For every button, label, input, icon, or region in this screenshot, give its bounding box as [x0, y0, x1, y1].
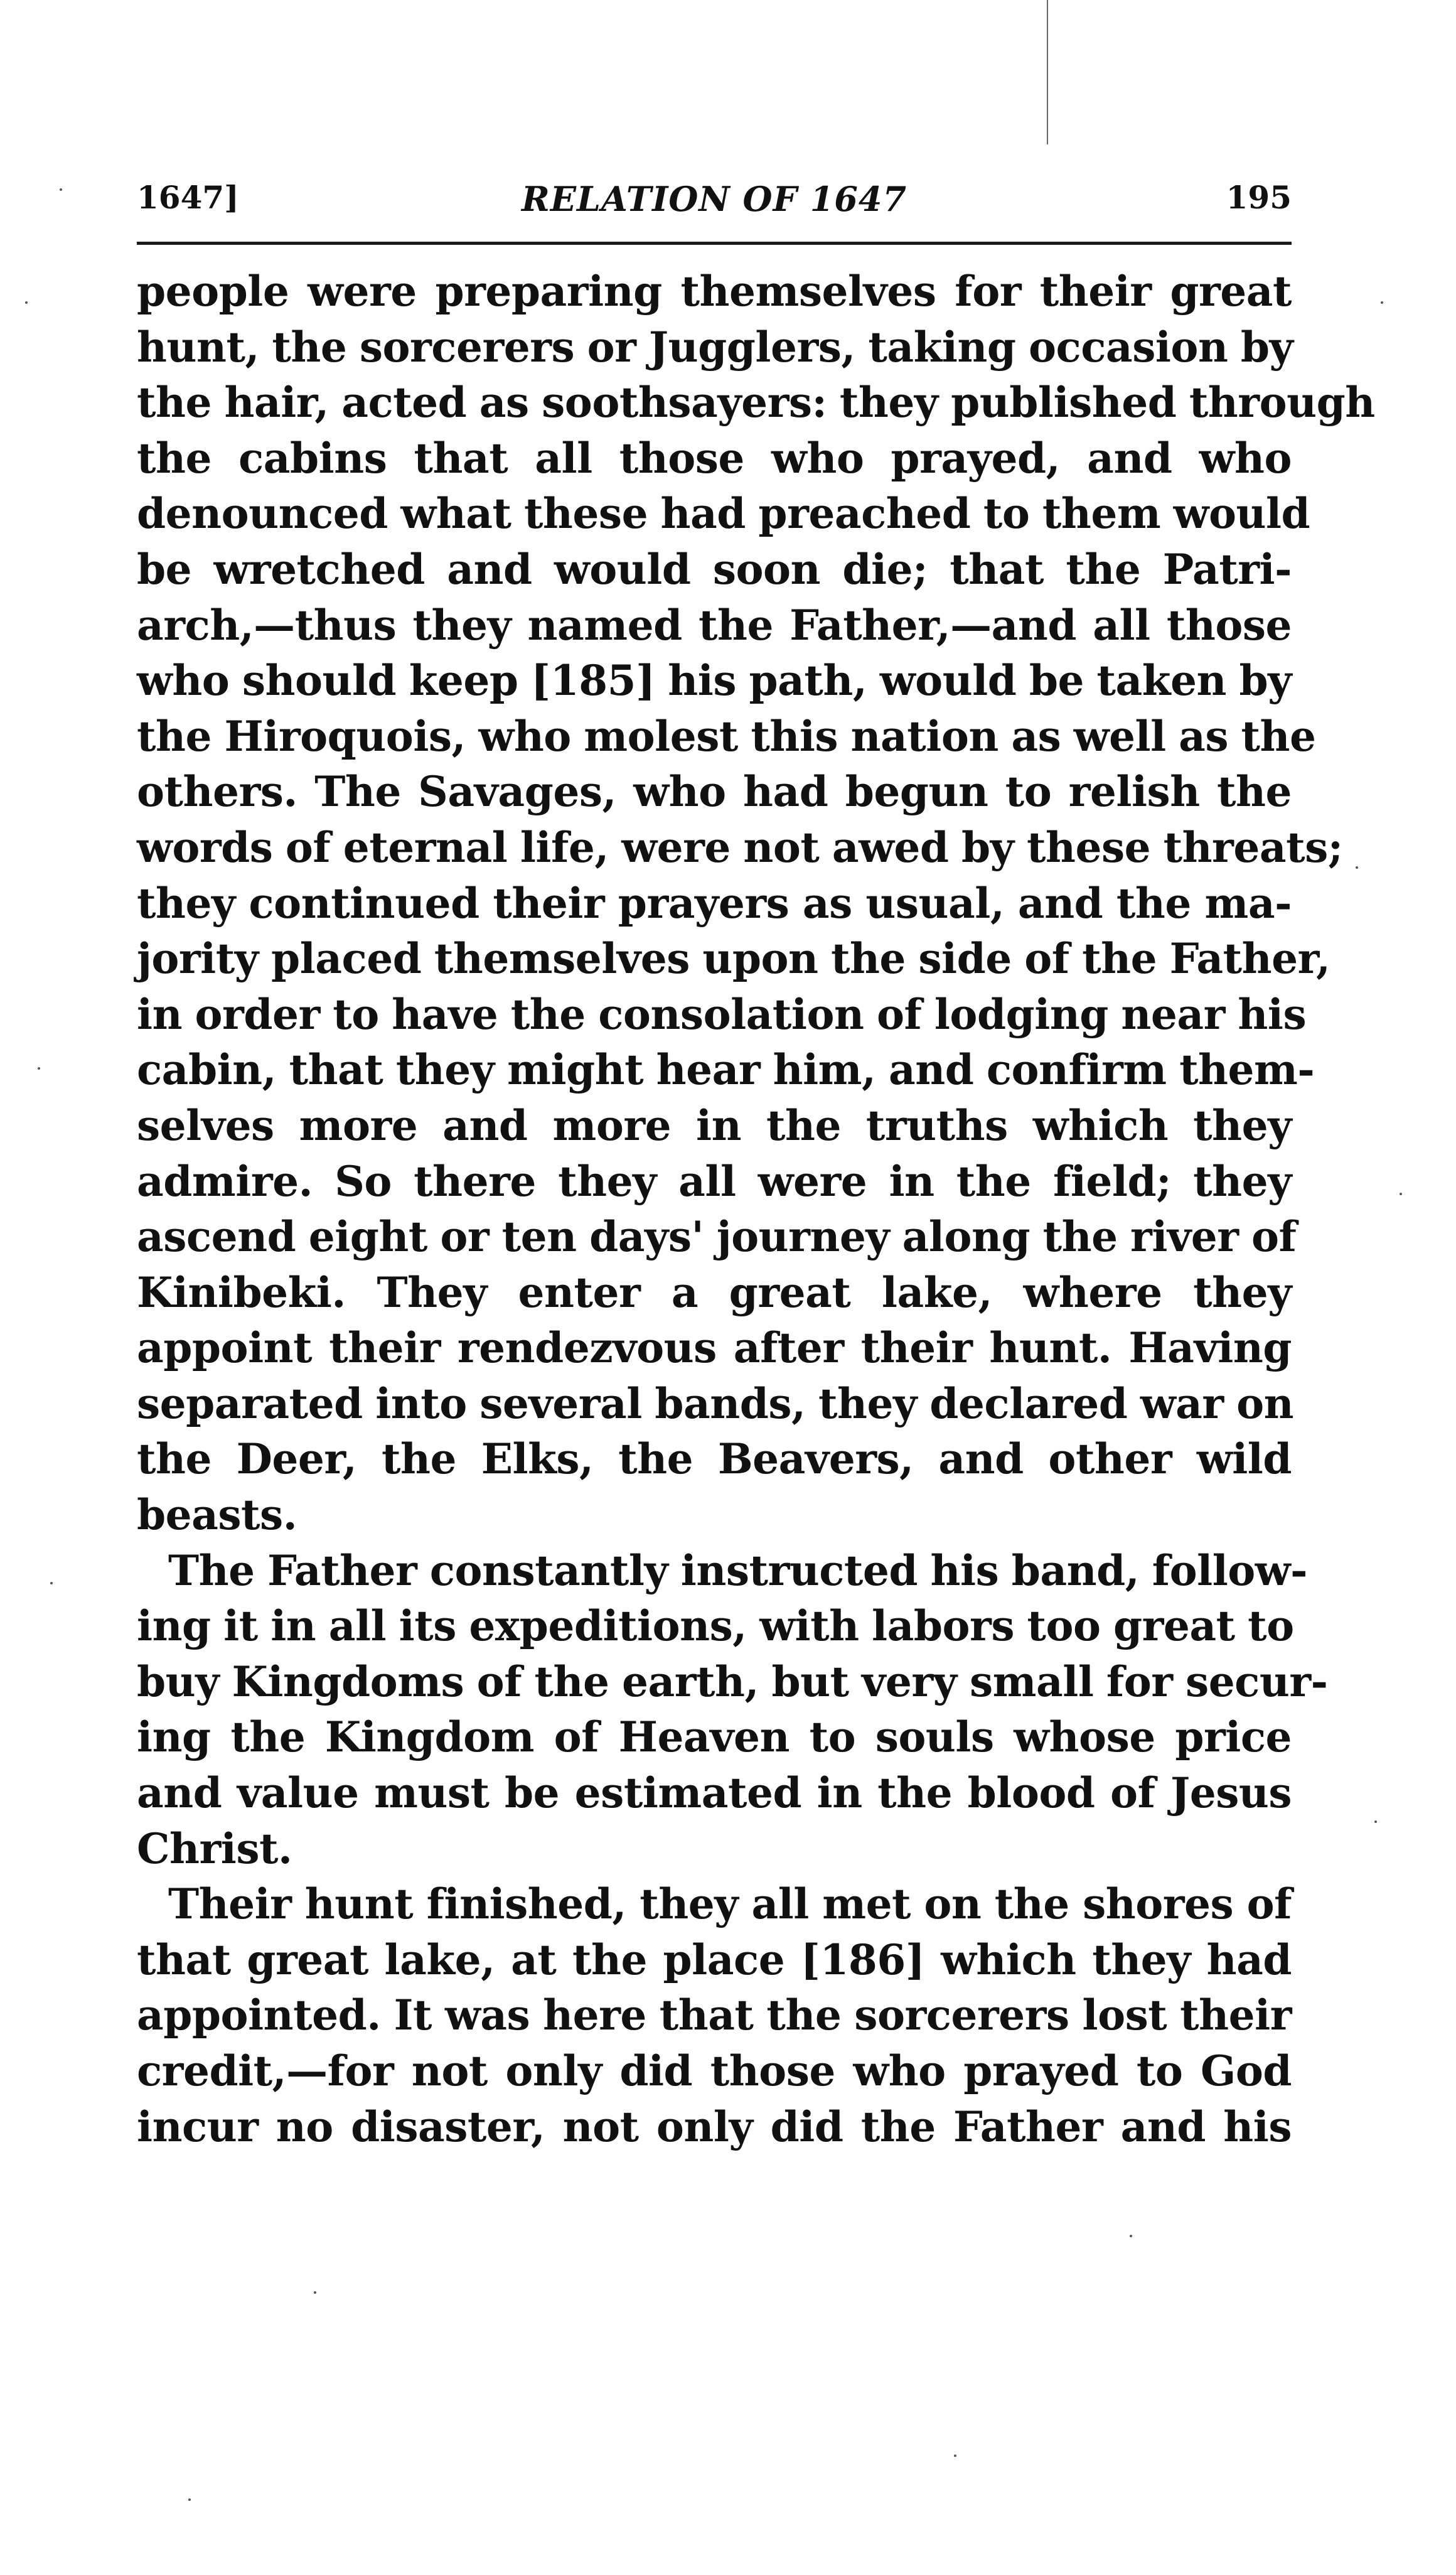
text-line: who should keep [185] his path, would be taken by [137, 656, 1292, 706]
body-text [137, 264, 1375, 2154]
text-line: admire. So there they all were in the field; they [137, 1156, 1292, 1206]
page-number: 195 [1226, 179, 1292, 216]
text-line: ing the Kingdom of Heaven to souls whose price [137, 1712, 1292, 1762]
text-line: credit,—for not only did those who prayed to God [137, 2046, 1292, 2095]
scan-speck [954, 2454, 956, 2457]
text-line: and value must be estimated in the blood of Jesus [137, 1768, 1292, 1818]
text-line: buy Kingdoms of the earth, but very small for secur- [137, 1657, 1328, 1706]
text-line: Kinibeki. They enter a great lake, where they [137, 1267, 1292, 1317]
scan-speck [1130, 2235, 1132, 2237]
scan-speck [60, 188, 62, 191]
paragraph-3 [137, 1876, 1292, 2154]
scan-speck [25, 301, 28, 304]
scan-speck [1381, 301, 1383, 304]
scan-speck [1356, 866, 1358, 869]
text-line: incur no disaster, not only did the Father and his [137, 2102, 1292, 2151]
paragraph-2 [137, 1543, 1328, 1877]
text-line: Christ. [137, 1824, 292, 1873]
text-line: be wretched and would soon die; that the Patri- [137, 544, 1292, 594]
text-line: cabin, that they might hear him, and confirm them- [137, 1045, 1315, 1095]
scan-speck [50, 1582, 53, 1584]
text-line: words of eternal life, were not awed by these threats; [137, 822, 1343, 872]
text-line: appointed. It was here that the sorcerers lost their [137, 1991, 1292, 2040]
scan-speck [188, 2498, 191, 2501]
header-rule [137, 242, 1292, 245]
text-line: they continued their prayers as usual, and the ma- [137, 878, 1292, 928]
paragraph-1 [137, 264, 1375, 1543]
scan-speck [1374, 1820, 1377, 1823]
text-line: arch,—thus they named the Father,—and all those [137, 600, 1292, 650]
text-line: jority placed themselves upon the side of the Father, [137, 934, 1330, 984]
text-line: ascend eight or ten days' journey along the river of [137, 1212, 1297, 1262]
header-title: RELATION OF 1647 [521, 179, 907, 219]
text-line: hunt, the sorcerers or Jugglers, taking occasion by [137, 322, 1293, 372]
text-line: selves more and more in the truths which they [137, 1100, 1292, 1150]
text-line: the cabins that all those who prayed, and who [137, 433, 1292, 483]
text-line: that great lake, at the place [186] which they had [137, 1935, 1292, 1984]
text-line: beasts. [137, 1490, 297, 1540]
text-line: appoint their rendezvous after their hunt. Having [137, 1323, 1292, 1373]
text-line: others. The Savages, who had begun to relish the [137, 767, 1292, 817]
text-line: denounced what these had preached to them would [137, 489, 1310, 539]
text-line: the Hiroquois, who molest this nation as well as the [137, 711, 1316, 761]
scan-artifact-line [1047, 0, 1048, 144]
running-header [137, 179, 1292, 229]
scan-speck [314, 2291, 316, 2294]
text-line: the hair, acted as soothsayers: they published through [137, 378, 1375, 427]
text-line: people were preparing themselves for their great [137, 267, 1292, 316]
text-line: Their hunt finished, they all met on the shores of [168, 1879, 1292, 1929]
text-line: the Deer, the Elks, the Beavers, and other wild [137, 1434, 1292, 1484]
text-line: ing it in all its expeditions, with labors too great to [137, 1601, 1294, 1651]
scan-speck [38, 1067, 40, 1070]
text-line: in order to have the consolation of lodging near his [137, 989, 1307, 1039]
text-line: separated into several bands, they declared war on [137, 1379, 1294, 1428]
header-year: 1647] [137, 179, 239, 216]
scan-speck [1400, 1193, 1402, 1195]
text-line: The Father constantly instructed his band, follow- [168, 1546, 1307, 1595]
